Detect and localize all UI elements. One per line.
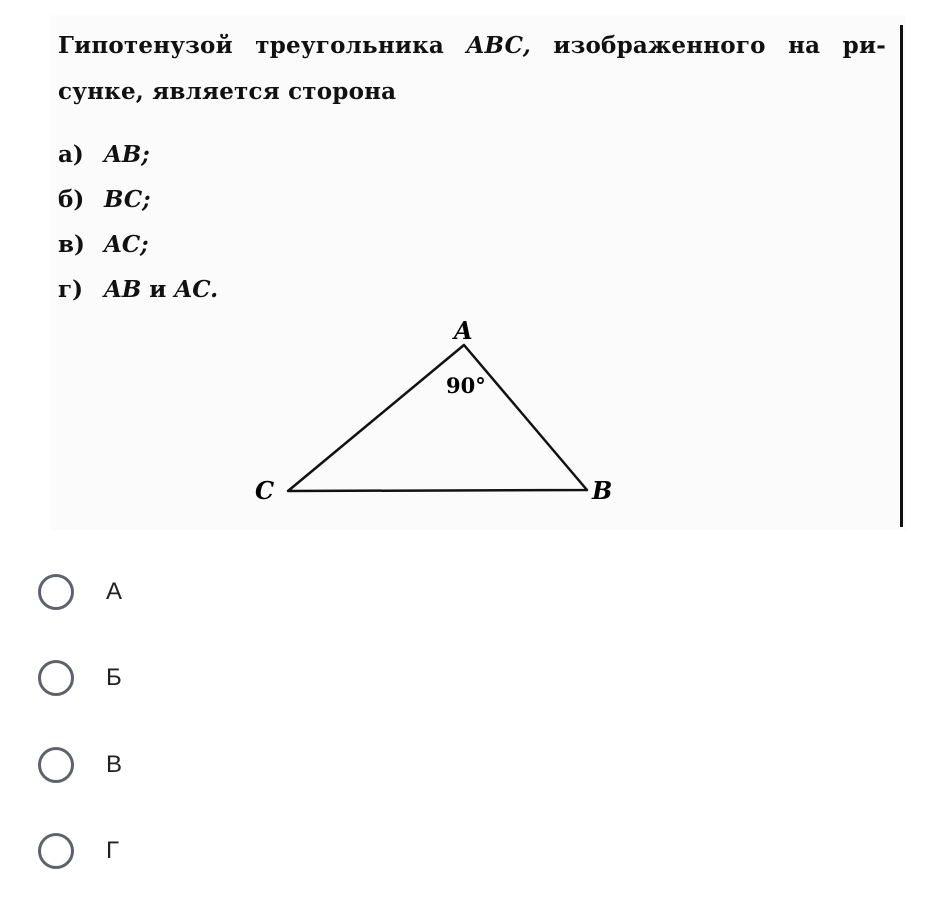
question-word: ри- [842,32,886,59]
answer-choice-b[interactable] [38,656,122,700]
answer-choice-a[interactable] [38,570,122,614]
option-text: AB; [104,141,150,168]
question-word: Гипотенузой [58,32,233,59]
question-word: треугольника [255,32,445,59]
answer-label[interactable]: А [106,578,123,605]
vertex-label-b: B [592,476,613,505]
option-text: AC. [174,276,219,303]
option-letter: в) [58,231,85,258]
answer-label[interactable]: Б [106,664,122,691]
option-text: BC; [104,186,151,213]
answer-choice-d[interactable] [38,829,119,873]
option-letter: б) [58,186,85,213]
option-text: AB [104,276,142,303]
question-word: на [788,32,821,59]
option-text: и [141,276,175,303]
radio-button[interactable] [38,747,74,783]
answer-choice-c[interactable] [38,743,122,787]
angle-label: 90° [446,373,486,398]
question-text-line-2: сунке, является сторона [58,78,397,105]
question-word: ABC, [466,32,531,59]
radio-button[interactable] [38,833,74,869]
option-letter: г) [58,276,83,303]
radio-button[interactable] [38,574,74,610]
vertex-label-c: C [255,476,275,505]
radio-button[interactable] [38,660,74,696]
triangle-diagram [50,15,906,530]
option-letter: а) [58,141,84,168]
triangle-abc [288,345,587,491]
question-image [50,15,906,530]
vertex-label-a: A [454,316,473,345]
option-text: AC; [104,231,149,258]
question-word: изображенного [553,32,766,59]
answer-label[interactable]: В [106,751,123,778]
answer-label[interactable]: Г [106,837,119,864]
